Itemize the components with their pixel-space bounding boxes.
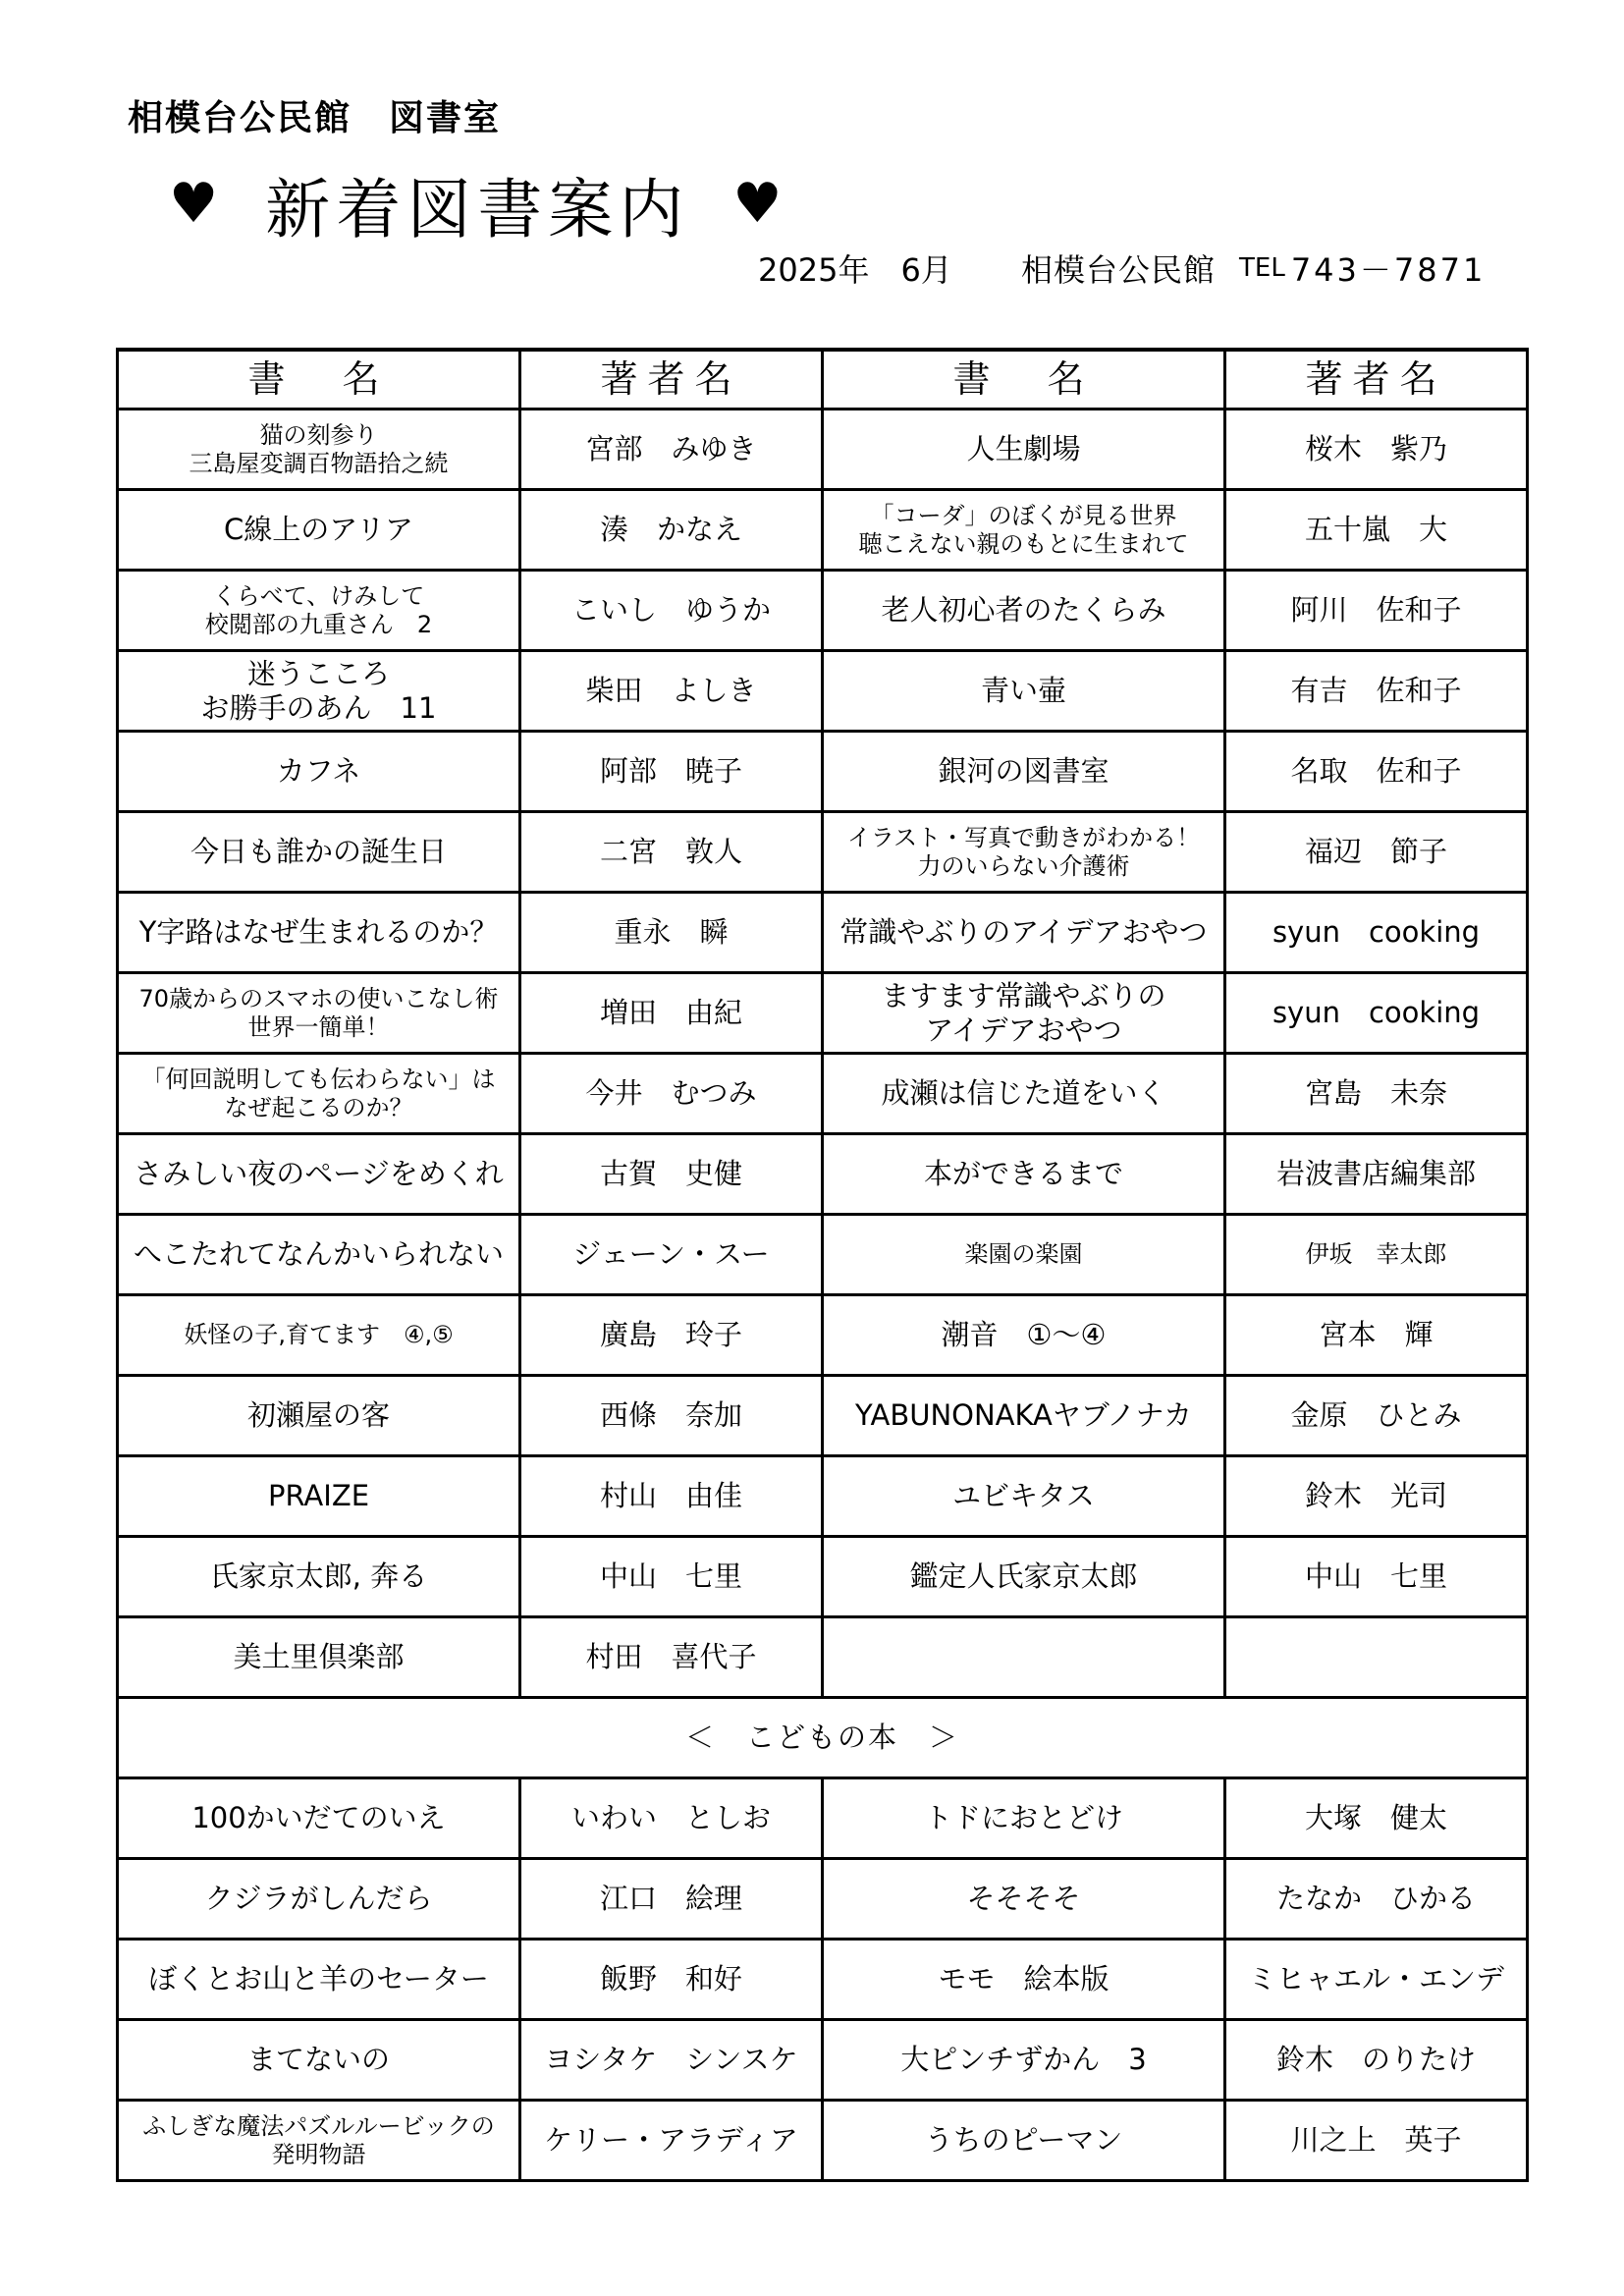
author-cell: 宮島 未奈 [1225,1054,1528,1134]
author-cell: 柴田 よしき [520,651,823,732]
book-title-cell: PRAIZE [118,1456,520,1537]
author-cell [1225,1617,1528,1698]
author-cell: 名取 佐和子 [1225,732,1528,812]
author-cell: こいし ゆうか [520,571,823,651]
book-title-cell: 鑑定人氏家京太郎 [823,1537,1225,1617]
table-row [118,410,1528,490]
author-cell: ヨシタケ シンスケ [520,2020,823,2101]
book-title-cell: 潮音 ①～④ [823,1295,1225,1376]
header-title: 書 名 [118,350,520,410]
author-cell: 阿部 暁子 [520,732,823,812]
library-name: 相模台公民館 図書室 [128,98,502,138]
book-title-cell: 猫の刻参り 三島屋変調百物語拾之続 [118,410,520,490]
author-cell: 西條 奈加 [520,1376,823,1456]
section-row [118,1698,1528,1778]
table-row [118,2101,1528,2181]
table-row [118,1859,1528,1940]
book-title-cell: さみしい夜のページをめくれ [118,1134,520,1215]
book-title-cell: クジラがしんだら [118,1859,520,1940]
table-row [118,651,1528,732]
heart-icon: ♥ [732,172,783,236]
kids-section [118,1698,1528,1778]
author-cell: 川之上 英子 [1225,2101,1528,2181]
author-cell: いわい としお [520,1778,823,1859]
author-cell: 有吉 佐和子 [1225,651,1528,732]
table-row [118,1617,1528,1698]
table-header-row [118,350,1528,410]
author-cell: syun cooking [1225,893,1528,973]
book-title-cell: くらべて、けみして 校閲部の九重さん 2 [118,571,520,651]
author-cell: ケリー・アラディア [520,2101,823,2181]
header-author: 著者名 [520,350,823,410]
issue-date: 2025年 6月 [758,251,952,289]
author-cell: 大塚 健太 [1225,1778,1528,1859]
page-title [169,157,782,250]
adult-books [118,410,1528,1698]
book-title-cell: 美土里倶楽部 [118,1617,520,1698]
book-title-cell: トドにおとどけ [823,1778,1225,1859]
author-cell: 中山 七里 [1225,1537,1528,1617]
table-row [118,973,1528,1054]
table-row [118,732,1528,812]
book-title-cell: 大ピンチずかん 3 [823,2020,1225,2101]
table-row [118,1134,1528,1215]
book-title-cell: ぼくとお山と羊のセーター [118,1940,520,2020]
book-title-cell: ユビキタス [823,1456,1225,1537]
author-cell: 中山 七里 [520,1537,823,1617]
table-row [118,1054,1528,1134]
issue-info [758,246,1486,291]
table-row [118,571,1528,651]
venue-name: 相模台公民館 [1021,251,1217,289]
book-title-cell: へこたれてなんかいられない [118,1215,520,1295]
table-row [118,893,1528,973]
book-title-cell: カフネ [118,732,520,812]
table-row [118,1376,1528,1456]
author-cell: 阿川 佐和子 [1225,571,1528,651]
book-title-cell: 銀河の図書室 [823,732,1225,812]
book-title-cell: 常識やぶりのアイデアおやつ [823,893,1225,973]
author-cell: 湊 かなえ [520,490,823,571]
author-cell: 五十嵐 大 [1225,490,1528,571]
book-title-cell: Y字路はなぜ生まれるのか？ [118,893,520,973]
author-cell: たなか ひかる [1225,1859,1528,1940]
table-row [118,2020,1528,2101]
author-cell: 今井 むつみ [520,1054,823,1134]
author-cell: 村山 由佳 [520,1456,823,1537]
book-title-cell: 70歳からのスマホの使いこなし術 世界一簡単！ [118,973,520,1054]
book-title-cell: 妖怪の子,育てます ④,⑤ [118,1295,520,1376]
table-row [118,490,1528,571]
book-title-cell: 老人初心者のたくらみ [823,571,1225,651]
book-title-cell: 本ができるまで [823,1134,1225,1215]
book-title-cell: 楽園の楽園 [823,1215,1225,1295]
book-title-cell: 人生劇場 [823,410,1225,490]
book-title-cell: 迷うこころ お勝手のあん 11 [118,651,520,732]
table-row [118,1537,1528,1617]
book-title-cell: そそそそ [823,1859,1225,1940]
book-title-cell: YABUNONAKAヤブノナカ [823,1376,1225,1456]
book-title-cell: 今日も誰かの誕生日 [118,812,520,893]
author-cell: 金原 ひとみ [1225,1376,1528,1456]
table-row [118,1215,1528,1295]
author-cell: ジェーン・スー [520,1215,823,1295]
book-title-cell: 氏家京太郎, 奔る [118,1537,520,1617]
book-title-cell: 100かいだてのいえ [118,1778,520,1859]
table-row [118,812,1528,893]
book-title-cell: まてないの [118,2020,520,2101]
book-title-cell: 「何回説明しても伝わらない」は なぜ起こるのか？ [118,1054,520,1134]
table-row [118,1778,1528,1859]
book-title-cell: イラスト・写真で動きがわかる！ 力のいらない介護術 [823,812,1225,893]
kids-section-label: ＜ こどもの本 ＞ [118,1698,1528,1778]
table-row [118,1940,1528,2020]
author-cell: 福辺 節子 [1225,812,1528,893]
author-cell: 宮部 みゆき [520,410,823,490]
author-cell: 二宮 敦人 [520,812,823,893]
author-cell: 村田 喜代子 [520,1617,823,1698]
tel-number: 743－7871 [1290,251,1487,289]
author-cell: 増田 由紀 [520,973,823,1054]
table-row [118,1456,1528,1537]
book-title-cell: C線上のアリア [118,490,520,571]
book-title-cell: モモ 絵本版 [823,1940,1225,2020]
author-cell: 宮本 輝 [1225,1295,1528,1376]
tel-label: TEL [1239,253,1285,283]
author-cell: 重永 瞬 [520,893,823,973]
author-cell: 江口 絵理 [520,1859,823,1940]
author-cell: ミヒャエル・エンデ [1225,1940,1528,2020]
book-title-cell: ふしぎな魔法パズルルービックの 発明物語 [118,2101,520,2181]
book-title-cell: 「コーダ」のぼくが見る世界 聴こえない親のもとに生まれて [823,490,1225,571]
book-title-cell: 初瀬屋の客 [118,1376,520,1456]
title-text: 新着図書案内 [265,172,690,247]
new-books-table [116,348,1529,2182]
book-title-cell: 成瀬は信じた道をいく [823,1054,1225,1134]
author-cell: syun cooking [1225,973,1528,1054]
book-title-cell: 青い壷 [823,651,1225,732]
heart-icon: ♥ [169,172,219,236]
book-title-cell: ますます常識やぶりの アイデアおやつ [823,973,1225,1054]
author-cell: 岩波書店編集部 [1225,1134,1528,1215]
header-author: 著者名 [1225,350,1528,410]
author-cell: 廣島 玲子 [520,1295,823,1376]
author-cell: 桜木 紫乃 [1225,410,1528,490]
table-row [118,1295,1528,1376]
author-cell: 鈴木 光司 [1225,1456,1528,1537]
kids-books [118,1778,1528,2181]
author-cell: 伊坂 幸太郎 [1225,1215,1528,1295]
author-cell: 鈴木 のりたけ [1225,2020,1528,2101]
header-title: 書 名 [823,350,1225,410]
book-title-cell [823,1617,1225,1698]
author-cell: 飯野 和好 [520,1940,823,2020]
book-title-cell: うちのピーマン [823,2101,1225,2181]
author-cell: 古賀 史健 [520,1134,823,1215]
